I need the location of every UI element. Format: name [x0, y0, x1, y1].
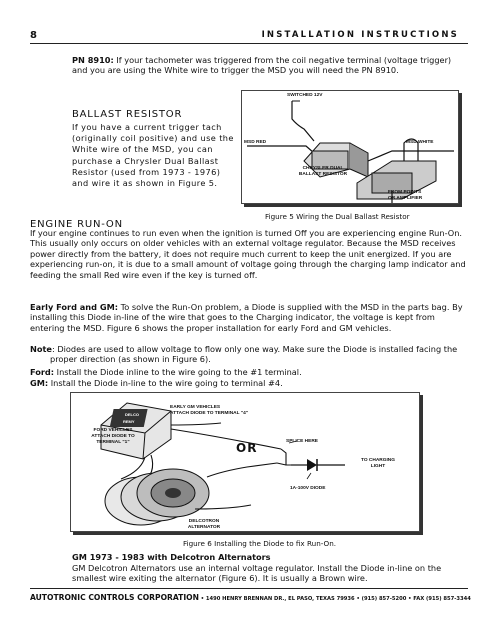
svg-text:DELCO: DELCO: [125, 412, 139, 417]
or-label: OR: [236, 441, 258, 455]
alt-line2: ALTERNATOR: [187, 524, 221, 530]
label-chrysler-resistor: [298, 166, 348, 178]
runon-paragraph-1: If your engine continues to run even when the ignition is turned Off you are experiencing engine Run-On. This usually only occurs on older vehicles with an external voltage regulator. Because the MSD receives power directly from the battery, it does not require much current to keep the unit energized. If you are experiencing run-on, it is due to a small amount of voltage going through the charging lamp indicator and feeding the small Red wire even if the key is turned off.: [30, 228, 466, 280]
label-early-gm: [170, 405, 248, 417]
figure-5-caption: Figure 5 Wiring the Dual Ballast Resistor: [265, 212, 410, 221]
label-from-points: [388, 190, 422, 202]
label-diode: 1A-100V DIODE: [290, 486, 326, 491]
ford-instruction: Ford: Install the Diode inline to the wire going to the #1 terminal.: [30, 367, 302, 377]
gm73-text: GM Delcotron Alternators use an internal voltage regulator. Install the Diode in-line on the smallest wire exiting the alternator (Figure 6). It is usually a Brown wire.: [72, 563, 442, 584]
figure-5: [241, 90, 459, 204]
footer-company: AUTOTRONIC CONTROLS CORPORATION: [30, 593, 199, 602]
page-header-title: INSTALLATION INSTRUCTIONS: [261, 30, 459, 40]
ford-label: Ford:: [30, 367, 55, 377]
intro-paragraph: [72, 55, 464, 76]
charging-line1: TO CHARGING: [360, 458, 396, 463]
runon-title: ENGINE RUN-ON: [30, 219, 123, 230]
charging-line2: LIGHT: [370, 463, 386, 469]
page-number: 8: [30, 30, 37, 41]
ballast-text: If you have a current trigger tach (originally coil positive) and use the White wire of the MSD, you can purchase a Chrysler Dual Ballast Resistor (used from 1973 - 1976) and wire it as shown in Figure 5.: [72, 122, 234, 189]
figure-6-caption: Figure 6 Installing the Diode to fix Run-On.: [183, 539, 337, 548]
header-rule: [30, 43, 468, 44]
points-line2: OR AMPLIFIER: [388, 195, 423, 201]
early-gm-line2: ATTACH DIODE TO TERMINAL "4": [170, 410, 249, 416]
ballast-title: BALLAST RESISTOR: [72, 109, 183, 120]
resistor-line2: BALLAST RESISTOR: [298, 171, 348, 177]
gm73-title: GM 1973 - 1983 with Delcotron Alternators: [72, 552, 271, 562]
ford-line1: FORD VEHICLES: [93, 428, 133, 433]
label-msd-red: MSD RED: [244, 140, 267, 145]
label-delcotron: [178, 519, 230, 531]
label-msd-white: MSD WHITE: [406, 140, 434, 145]
alt-line1: DELCOTRON: [188, 519, 220, 524]
footer-rule: [30, 588, 468, 589]
label-splice-here: SPLICE HERE: [286, 439, 318, 444]
early-gm-line1: EARLY GM VEHICLES: [170, 405, 221, 410]
footer: [30, 593, 471, 602]
early-ford-gm-label: Early Ford and GM:: [30, 302, 118, 312]
note-label: Note: [30, 344, 52, 354]
svg-text:REMY: REMY: [123, 419, 135, 424]
gm-label: GM:: [30, 378, 49, 388]
runon-paragraph-2: Early Ford and GM: To solve the Run-On problem, a Diode is supplied with the MSD in the parts bag. By installing this Diode in-line of the wire that goes to the Charging indicator, the voltage is kept from entering the MSD. Figure 6 shows the proper installation for early Ford and GM vehicles.: [30, 302, 463, 333]
label-switched-12v: SWITCHED 12V: [287, 93, 323, 98]
intro-label: PN 8910:: [72, 55, 114, 65]
points-line1: FROM POINTS: [388, 190, 422, 195]
label-ford-vehicles: [84, 428, 142, 445]
intro-text: If your tachometer was triggered from the coil negative terminal (voltage trigger) and you are using the White wire to trigger the MSD you will need the PN 8910.: [72, 55, 452, 76]
ballast-wiring-diagram: [242, 91, 458, 203]
ford-line3: TERMINAL "1": [96, 439, 130, 445]
resistor-line1: CHRYSLER DUAL: [302, 166, 344, 171]
ford-line2: ATTACH DIODE TO: [91, 433, 135, 439]
label-to-charging-light: [356, 458, 400, 470]
note-paragraph: Note: Diodes are used to allow voltage to flow only one way. Make sure the Diode is installed facing the proper direction (as shown in Figure 6).: [30, 344, 458, 365]
gm-instruction: GM: Install the Diode in-line to the wire going to terminal #4.: [30, 378, 283, 388]
footer-address: • 1490 HENRY BRENNAN DR., EL PASO, TEXAS 79936 • (915) 857-5200 • FAX (915) 857-3344: [199, 596, 471, 602]
